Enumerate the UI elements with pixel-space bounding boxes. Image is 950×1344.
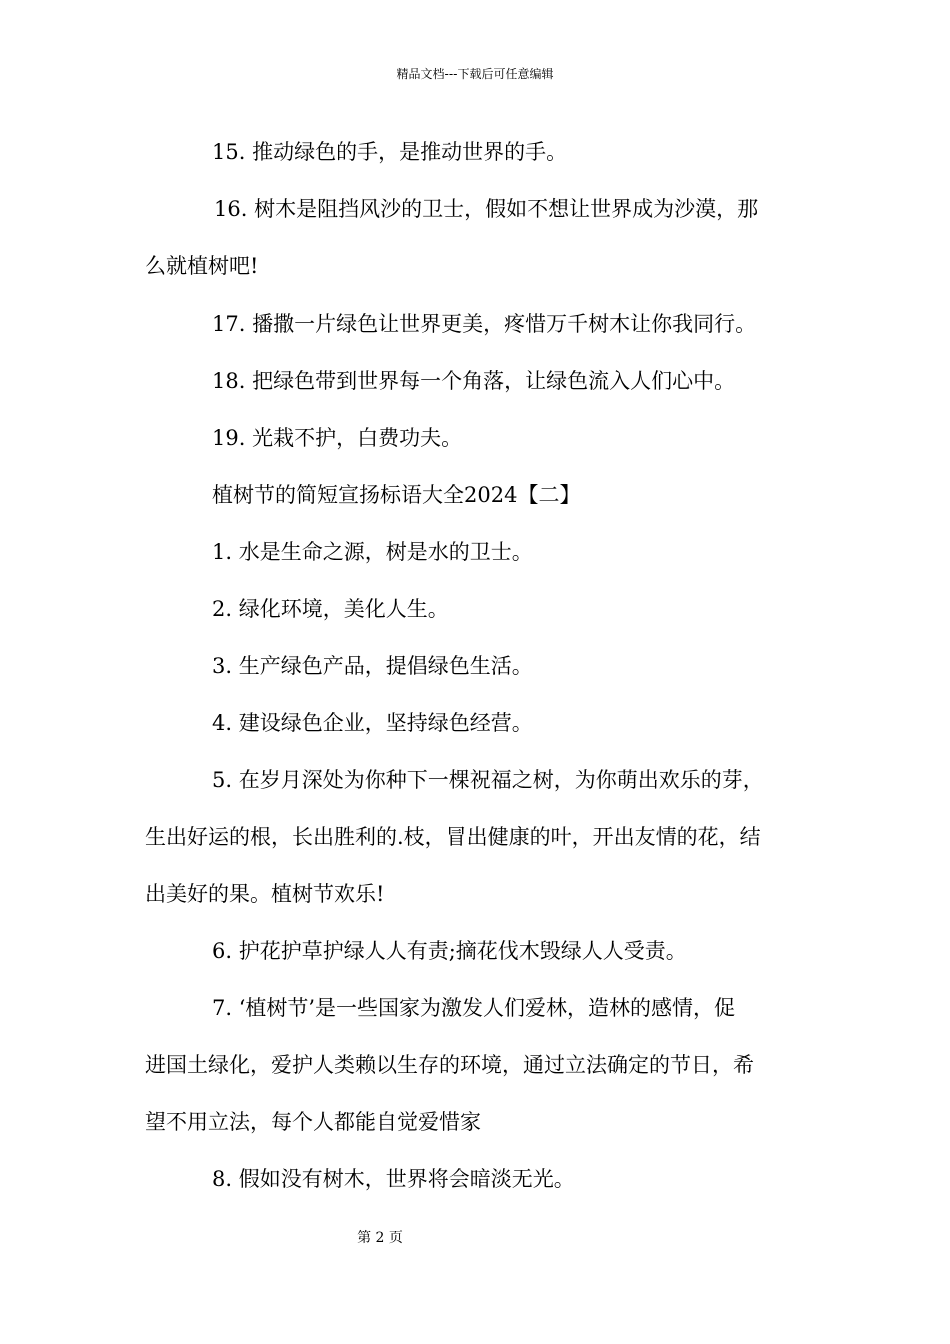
slogan-19: 19. 光栽不护，白费功夫。 xyxy=(212,426,463,450)
slogan-7-line-1: 7. ‘植树节’是一些国家为激发人们爱林，造林的感情，促 xyxy=(212,996,736,1020)
slogan-8: 8. 假如没有树木，世界将会暗淡无光。 xyxy=(212,1167,575,1191)
page-header: 精品文档---下载后可任意编辑 xyxy=(396,67,554,81)
slogan-5-line-2: 生出好运的根，长出胜利的.枝，冒出健康的叶，开出友情的花，结 xyxy=(145,825,761,849)
slogan-17: 17. 播撒一片绿色让世界更美，疼惜万千树木让你我同行。 xyxy=(212,312,757,336)
slogan-3: 3. 生产绿色产品，提倡绿色生活。 xyxy=(212,654,533,678)
slogan-16-line-2: 么就植树吧! xyxy=(145,254,259,278)
slogan-1: 1. 水是生命之源，树是水的卫士。 xyxy=(212,540,533,564)
page-number: 第 2 页 xyxy=(357,1230,403,1246)
slogan-5-line-1: 5. 在岁月深处为你种下一棵祝福之树，为你萌出欢乐的芽， xyxy=(212,768,764,792)
slogan-18: 18. 把绿色带到世界每一个角落，让绿色流入人们心中。 xyxy=(212,369,736,393)
slogan-7-line-3: 望不用立法，每个人都能自觉爱惜家 xyxy=(145,1110,481,1134)
slogan-5-line-3: 出美好的果。植树节欢乐! xyxy=(145,882,385,906)
slogan-6: 6. 护花护草护绿人人有责;摘花伐木毁绿人人受责。 xyxy=(212,939,687,963)
slogan-2: 2. 绿化环境，美化人生。 xyxy=(212,597,449,621)
slogan-16-line-1: 16. 树木是阻挡风沙的卫士，假如不想让世界成为沙漠，那 xyxy=(214,197,759,221)
slogan-15: 15. 推动绿色的手，是推动世界的手。 xyxy=(212,140,568,164)
slogan-7-line-2: 进国土绿化，爱护人类赖以生存的环境，通过立法确定的节日，希 xyxy=(145,1053,754,1077)
section-heading: 植树节的简短宣扬标语大全2024【二】 xyxy=(212,483,581,507)
slogan-4: 4. 建设绿色企业，坚持绿色经营。 xyxy=(212,711,533,735)
